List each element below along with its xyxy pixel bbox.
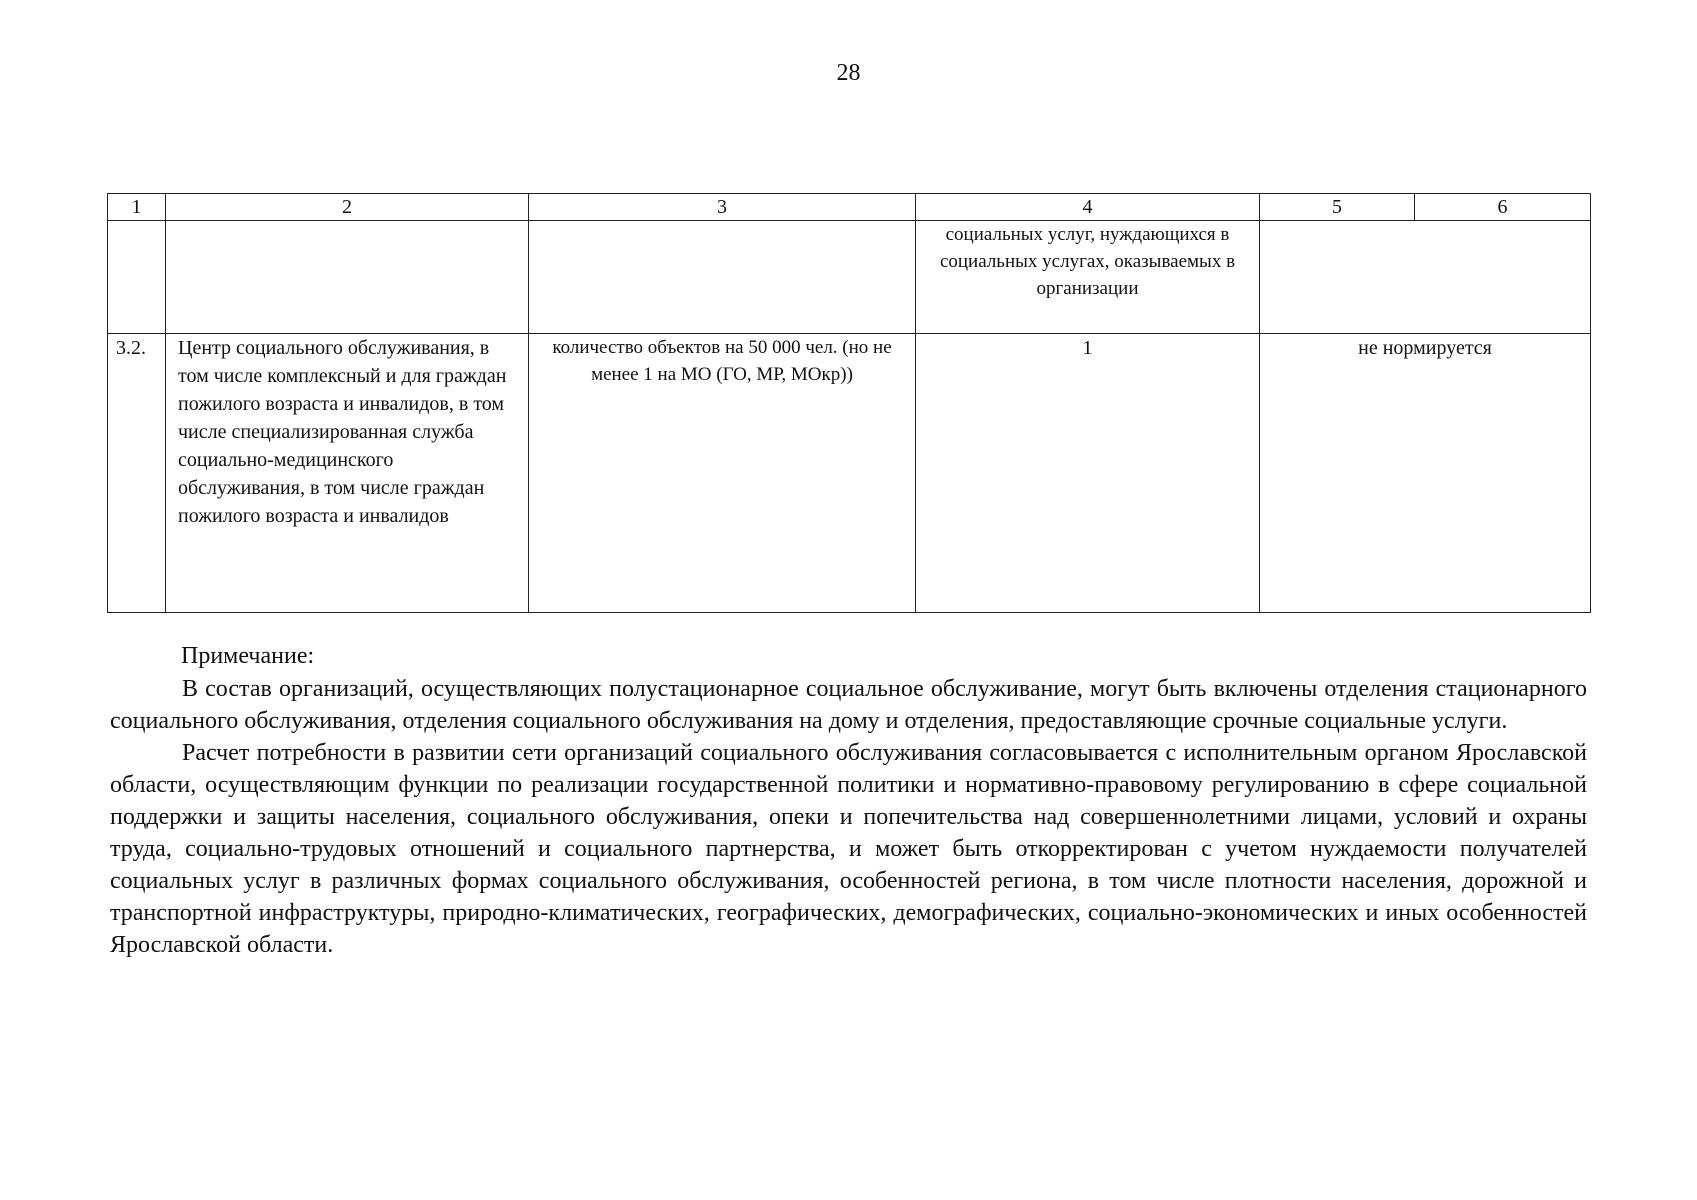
header-cell: 3 bbox=[529, 194, 916, 221]
cell-number: 3.2. bbox=[108, 334, 166, 613]
header-cell: 4 bbox=[916, 194, 1260, 221]
cell-indicator: количество объектов на 50 000 чел. (но не менее 1 на МО (ГО, МР, МОкр)) bbox=[529, 334, 916, 613]
cell-name bbox=[166, 221, 529, 334]
cell-value: 1 bbox=[916, 334, 1260, 613]
cell-name: Центр социального обслуживания, в том числе комплексный и для граждан пожилого возраста и инвалидов, в том числе специализированная служба социально-медицинского обслуживания, в том числе граждан пожилого возраста и инвалидов bbox=[166, 334, 529, 613]
cell-limit: не нормируется bbox=[1260, 334, 1591, 613]
cell-limit bbox=[1260, 221, 1591, 334]
notes-section bbox=[110, 640, 1587, 961]
table-header-row bbox=[108, 194, 1591, 221]
norms-table bbox=[107, 193, 1591, 613]
table-row bbox=[108, 334, 1591, 613]
table-row-continuation bbox=[108, 221, 1591, 334]
header-cell: 5 bbox=[1260, 194, 1415, 221]
note-paragraph: В состав организаций, осуществляющих полустационарное социальное обслуживание, могут быть включены отделения стационарного социального обслуживания, отделения социального обслуживания на дому и отделения, предоставляющие срочные социальные услуги. bbox=[110, 676, 1587, 734]
cell-value-continued: социальных услуг, нуждающихся в социальных услугах, оказываемых в организации bbox=[916, 221, 1260, 334]
note-paragraph: Расчет потребности в развитии сети организаций социального обслуживания согласовывается с исполнительным органом Ярославской области, осуществляющим функции по реализации государственной политики и нормативно-правовому регулированию в сфере социальной поддержки и защиты населения, социального обслуживания, опеки и попечительства над совершеннолетними лицами, условий и охраны труда, социально-трудовых отношений и социального партнерства, и может быть откорректирован с учетом нуждаемости получателей социальных услуг в различных формах социального обслуживания, особенностей региона, в том числе плотности населения, дорожной и транспортной инфраструктуры, природно-климатических, географических, демографических, социально-экономических и иных особенностей Ярославской области. bbox=[110, 740, 1587, 958]
cell-indicator bbox=[529, 221, 916, 334]
header-cell: 6 bbox=[1415, 194, 1591, 221]
header-cell: 1 bbox=[108, 194, 166, 221]
notes-title: Примечание: bbox=[181, 643, 315, 669]
cell-number bbox=[108, 221, 166, 334]
page-number: 28 bbox=[836, 60, 861, 86]
header-cell: 2 bbox=[166, 194, 529, 221]
